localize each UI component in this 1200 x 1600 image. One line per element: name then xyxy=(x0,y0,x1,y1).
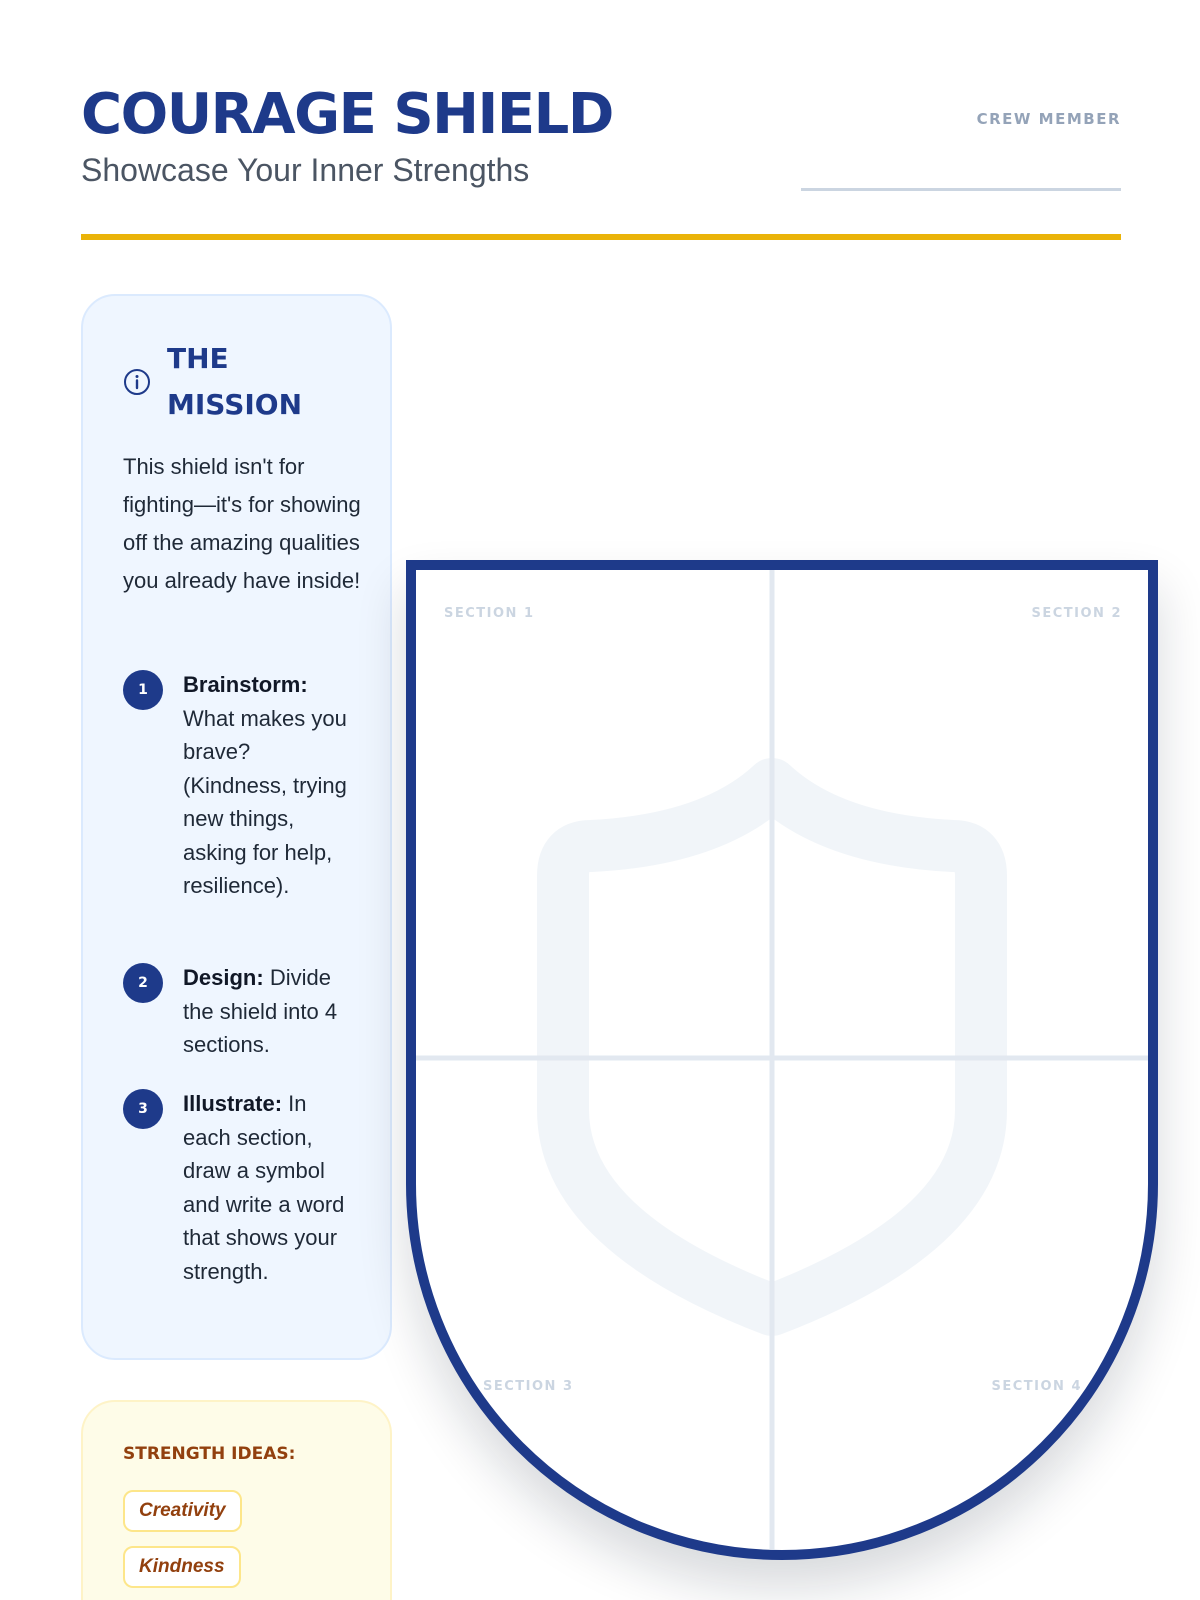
step-description xyxy=(183,668,348,903)
page-header xyxy=(81,80,1121,242)
mission-card xyxy=(81,294,392,1360)
step-description xyxy=(183,1087,348,1288)
step-body: Divide the shield into 4 sections. xyxy=(183,965,338,1057)
strength-ideas-title: STRENGTH IDEAS: xyxy=(123,1444,296,1464)
step-body: What makes you brave? (Kindness, trying new things, asking for help, resilience). xyxy=(183,705,347,898)
strength-chip: Kindness xyxy=(123,1546,241,1588)
step-heading: Brainstorm: xyxy=(183,672,308,697)
page-title: COURAGE SHIELD xyxy=(81,82,613,147)
step-number-badge: 2 xyxy=(123,963,163,1003)
section-4-label: SECTION 4 xyxy=(991,1379,1082,1394)
step-body: In each section, draw a symbol and write a word that shows your strength. xyxy=(183,1091,345,1284)
step-description xyxy=(183,961,348,1062)
header-divider xyxy=(81,234,1121,240)
section-3-label: SECTION 3 xyxy=(483,1379,574,1394)
mission-intro: This shield isn't for fighting—it's for showing off the amazing qualities you already have inside! xyxy=(123,454,361,593)
courage-shield-drawing-area[interactable] xyxy=(406,560,1158,1560)
crew-member-name-line[interactable] xyxy=(801,188,1121,191)
section-1-label: SECTION 1 xyxy=(444,606,535,621)
step-heading: Illustrate: xyxy=(183,1091,283,1116)
shield-artwork xyxy=(416,570,1148,1560)
strength-ideas-card xyxy=(81,1400,392,1600)
crew-member-label: CREW MEMBER xyxy=(976,110,1121,128)
info-icon xyxy=(123,368,151,396)
step-number-badge: 1 xyxy=(123,670,163,710)
step-heading: Design: xyxy=(183,965,264,990)
section-2-label: SECTION 2 xyxy=(1031,606,1122,621)
strength-chip: Creativity xyxy=(123,1490,242,1532)
page-subtitle: Showcase Your Inner Strengths xyxy=(81,152,530,188)
mission-title: THE MISSION xyxy=(167,342,303,421)
mission-header xyxy=(123,336,363,432)
step-number-badge: 3 xyxy=(123,1089,163,1129)
